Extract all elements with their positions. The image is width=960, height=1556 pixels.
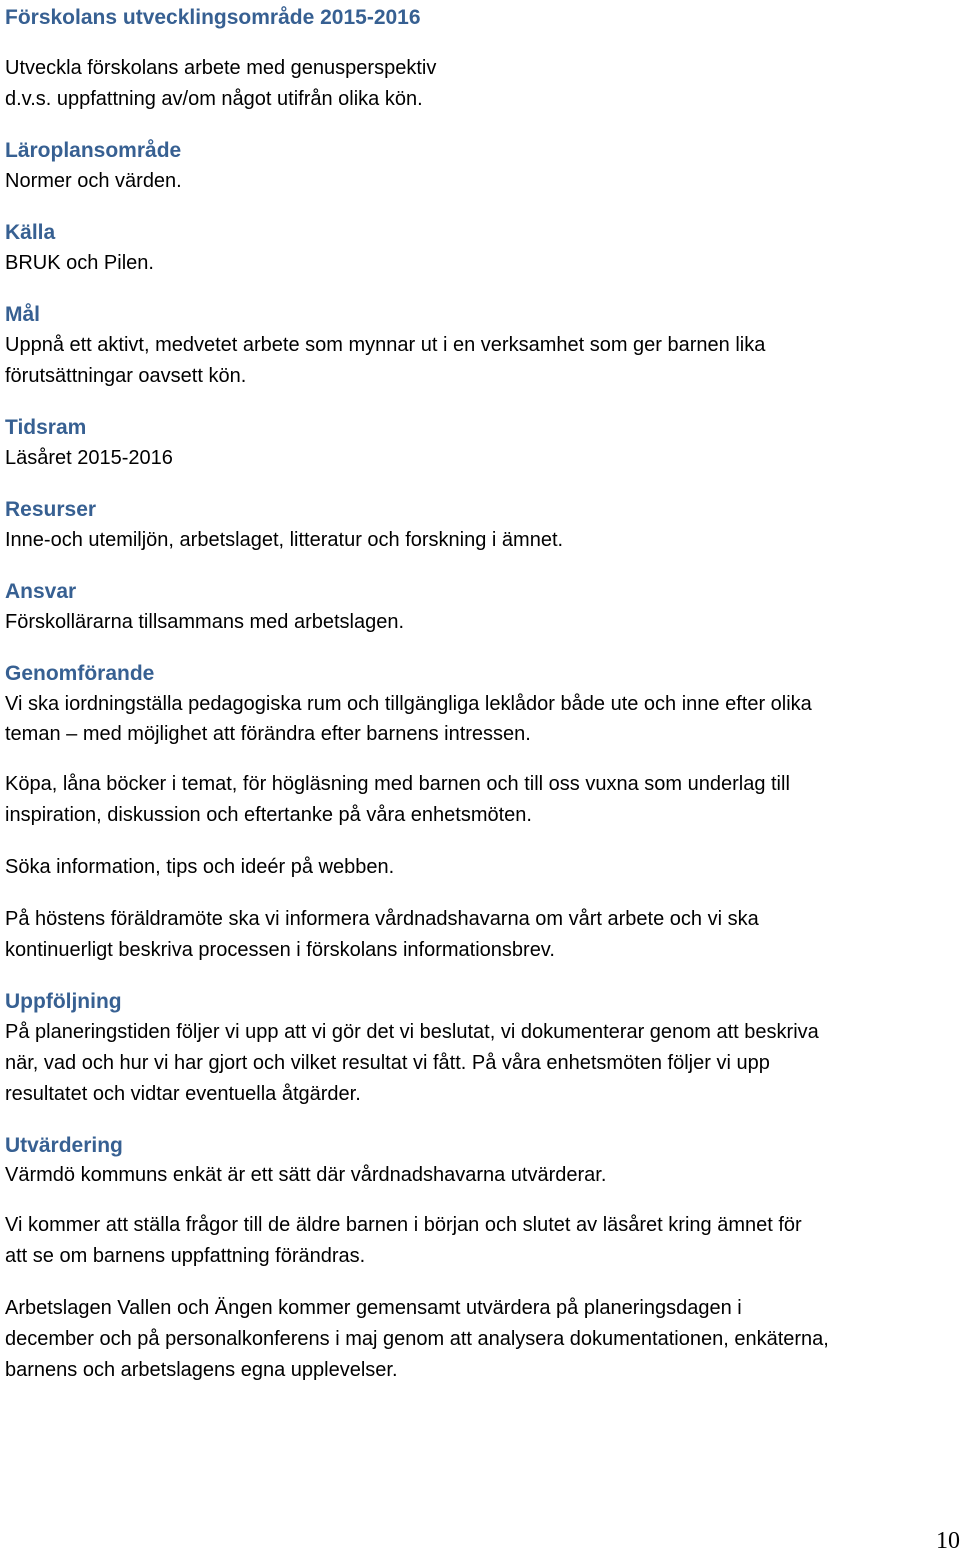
text-laroplansomrade: Normer och värden. (5, 170, 182, 192)
heading-utvardering: Utvärdering (5, 1134, 123, 1157)
section-tidsram (5, 412, 955, 474)
genomforande-p3: Söka information, tips och ideér på webben. (5, 856, 395, 878)
section-mal (5, 299, 955, 392)
intro-line-2: d.v.s. uppfattning av/om något utifrån olika kön. (5, 88, 423, 110)
section-resurser (5, 494, 955, 556)
section-ansvar (5, 576, 955, 638)
intro-block (5, 53, 955, 115)
heading-ansvar: Ansvar (5, 580, 77, 603)
genomforande-p1-line-1: Vi ska iordningställa pedagogiska rum och tillgängliga leklådor både ute och inne efter olika (5, 693, 812, 715)
heading-genomforande: Genomförande (5, 662, 155, 685)
utvardering-p3-line-3: barnens och arbetslagens egna upplevelser. (5, 1359, 398, 1381)
section-utvardering (5, 1130, 955, 1386)
genomforande-p2-line-2: inspiration, diskussion och eftertanke på våra enhetsmöten. (5, 804, 532, 826)
heading-resurser: Resurser (5, 498, 97, 521)
utvardering-p3-line-2: december och på personalkonferens i maj genom att analysera dokumentationen, enkäterna, (5, 1328, 829, 1350)
section-genomforande (5, 658, 955, 966)
text-mal-line-2: förutsättningar oavsett kön. (5, 365, 247, 387)
page-number: 10 (936, 1528, 960, 1554)
genomforande-p1-line-2: teman – med möjlighet att förändra efter barnens intressen. (5, 723, 531, 745)
text-mal-line-1: Uppnå ett aktivt, medvetet arbete som mynnar ut i en verksamhet som ger barnen lika (5, 334, 766, 356)
heading-mal: Mål (5, 303, 41, 326)
document-page (5, 0, 955, 1386)
utvardering-p1: Värmdö kommuns enkät är ett sätt där vårdnadshavarna utvärderar. (5, 1164, 607, 1186)
genomforande-p2-line-1: Köpa, låna böcker i temat, för högläsning med barnen och till oss vuxna som underlag till (5, 773, 790, 795)
genomforande-p4-line-2: kontinuerligt beskriva processen i förskolans informationsbrev. (5, 939, 555, 961)
heading-uppfoljning: Uppföljning (5, 990, 122, 1013)
utvardering-p2-line-1: Vi kommer att ställa frågor till de äldre barnen i början och slutet av läsåret kring ämnet för (5, 1214, 802, 1236)
text-ansvar: Förskollärarna tillsammans med arbetslagen. (5, 611, 405, 633)
text-resurser: Inne-och utemiljön, arbetslaget, litteratur och forskning i ämnet. (5, 529, 564, 551)
uppfoljning-line-3: resultatet och vidtar eventuella åtgärder. (5, 1083, 361, 1105)
uppfoljning-line-2: när, vad och hur vi har gjort och vilket resultat vi fått. På våra enhetsmöten följer vi upp (5, 1052, 770, 1074)
genomforande-p4-line-1: På höstens föräldramöte ska vi informera vårdnadshavarna om vårt arbete och vi ska (5, 908, 759, 930)
utvardering-p2-line-2: att se om barnens uppfattning förändras. (5, 1245, 366, 1267)
heading-tidsram: Tidsram (5, 416, 87, 439)
page-title: Förskolans utvecklingsområde 2015-2016 (5, 6, 421, 29)
section-laroplan (5, 135, 955, 197)
text-kalla: BRUK och Pilen. (5, 252, 154, 274)
text-tidsram: Läsåret 2015-2016 (5, 447, 173, 469)
section-uppfoljning (5, 986, 955, 1110)
uppfoljning-line-1: På planeringstiden följer vi upp att vi gör det vi beslutat, vi dokumenterar genom att beskriva (5, 1021, 819, 1043)
utvardering-p3-line-1: Arbetslagen Vallen och Ängen kommer gemensamt utvärdera på planeringsdagen i (5, 1297, 742, 1319)
heading-kalla: Källa (5, 221, 56, 244)
section-kalla (5, 217, 955, 279)
heading-laroplansomrade: Läroplansområde (5, 139, 182, 162)
intro-line-1: Utveckla förskolans arbete med genusperspektiv (5, 57, 437, 79)
